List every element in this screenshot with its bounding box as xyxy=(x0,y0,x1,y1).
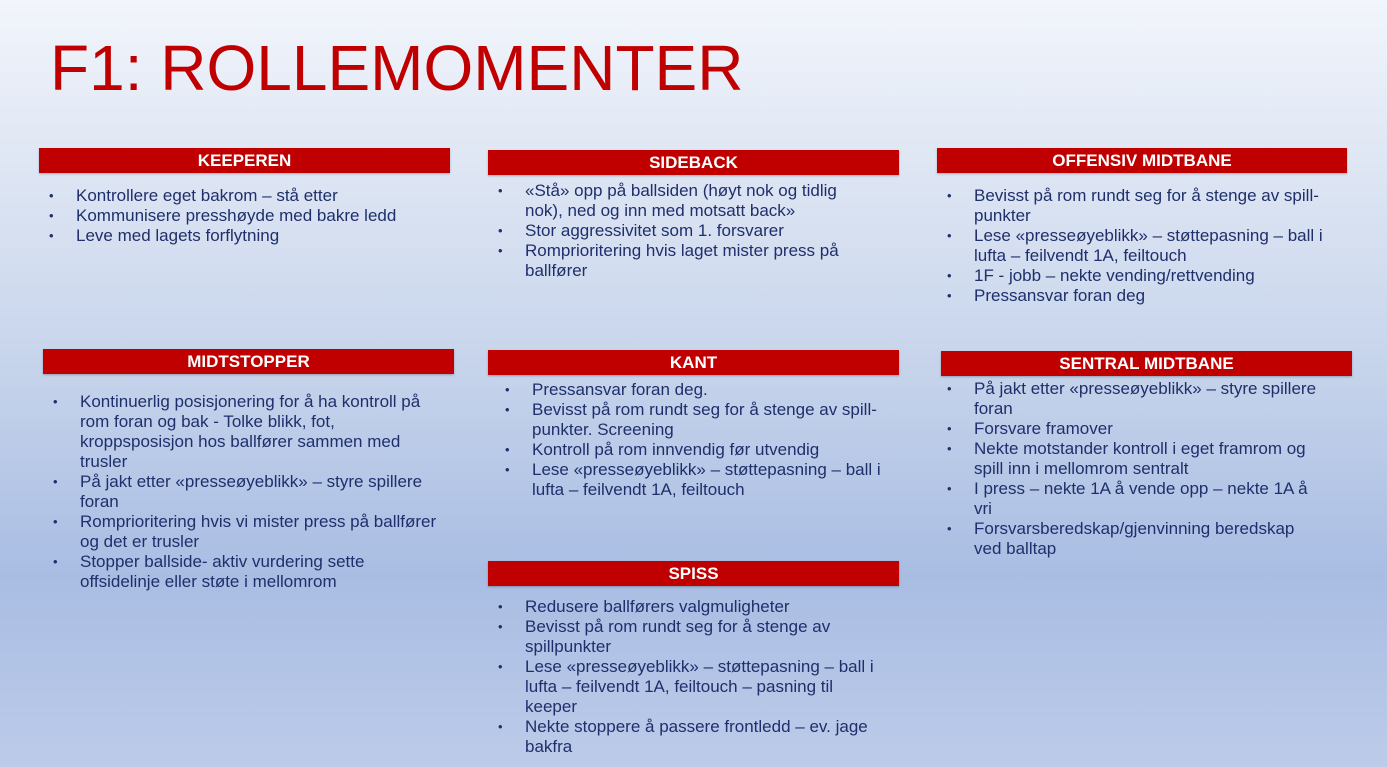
list-item: • Forsvare framover xyxy=(937,419,1322,439)
list-item: • Pressansvar foran deg xyxy=(937,286,1337,306)
list-item: • Kontroll på rom innvendig før utvendig xyxy=(495,440,895,460)
list-item: • Lese «presseøyeblikk» – støttepasning – ball i lufta – feilvendt 1A, feiltouch xyxy=(495,460,895,500)
section-midtstopper xyxy=(43,349,454,592)
list-item: • Kontinuerlig posisjonering for å ha kontroll på rom foran og bak - Tolke blikk, fot, kroppsposisjon hos ballfører sammen med trusler xyxy=(43,392,448,472)
list-item: • Bevisst på rom rundt seg for å stenge av spill-punkter. Screening xyxy=(495,400,895,440)
list-item: • Leve med lagets forflytning xyxy=(39,226,450,246)
section-keeperen xyxy=(39,148,450,246)
list-item: • Bevisst på rom rundt seg for å stenge av spill-punkter xyxy=(937,186,1337,226)
list-item: • Lese «presseøyeblikk» – støttepasning – ball i lufta – feilvendt 1A, feiltouch xyxy=(937,226,1337,266)
bullet-list xyxy=(488,597,888,757)
list-item: • Forsvarsberedskap/gjenvinning beredskap ved balltap xyxy=(937,519,1322,559)
list-item: • Kontrollere eget bakrom – stå etter xyxy=(39,186,450,206)
list-item: • «Stå» opp på ballsiden (høyt nok og tidlig nok), ned og inn med motsatt back» xyxy=(488,181,873,221)
section-spiss xyxy=(488,561,899,757)
bullet-list xyxy=(937,379,1322,559)
bullet-list xyxy=(43,392,448,592)
section-header: KEEPEREN xyxy=(39,148,450,173)
section-header: SENTRAL MIDTBANE xyxy=(941,351,1352,376)
list-item: • Romprioritering hvis laget mister press på ballfører xyxy=(488,241,873,281)
section-header: SIDEBACK xyxy=(488,150,899,175)
section-header: MIDTSTOPPER xyxy=(43,349,454,374)
list-item: • Lese «presseøyeblikk» – støttepasning – ball i lufta – feilvendt 1A, feiltouch – pasning til keeper xyxy=(488,657,888,717)
list-item: • Kommunisere presshøyde med bakre ledd xyxy=(39,206,450,226)
section-sentral-midtbane xyxy=(941,351,1352,559)
list-item: • Stor aggressivitet som 1. forsvarer xyxy=(488,221,873,241)
section-sideback xyxy=(488,150,899,281)
list-item: • Nekte motstander kontroll i eget framrom og spill inn i mellomrom sentralt xyxy=(937,439,1322,479)
list-item: • Romprioritering hvis vi mister press på ballfører og det er trusler xyxy=(43,512,448,552)
section-header: SPISS xyxy=(488,561,899,586)
bullet-list xyxy=(39,186,450,246)
list-item: • Redusere ballførers valgmuligheter xyxy=(488,597,888,617)
list-item: • På jakt etter «presseøyeblikk» – styre spillere foran xyxy=(937,379,1322,419)
section-header: KANT xyxy=(488,350,899,375)
list-item: • I press – nekte 1A å vende opp – nekte 1A å vri xyxy=(937,479,1322,519)
list-item: • 1F - jobb – nekte vending/rettvending xyxy=(937,266,1337,286)
bullet-list xyxy=(937,186,1337,306)
list-item: • Stopper ballside- aktiv vurdering sette offsidelinje eller støte i mellomrom xyxy=(43,552,448,592)
bullet-list xyxy=(488,380,895,500)
list-item: • Nekte stoppere å passere frontledd – ev. jage bakfra xyxy=(488,717,888,757)
section-offensiv-midtbane xyxy=(937,148,1347,306)
bullet-list xyxy=(488,181,873,281)
section-header: OFFENSIV MIDTBANE xyxy=(937,148,1347,173)
section-kant xyxy=(488,350,899,500)
list-item: • Pressansvar foran deg. xyxy=(495,380,895,400)
list-item: • Bevisst på rom rundt seg for å stenge av spillpunkter xyxy=(488,617,888,657)
list-item: • På jakt etter «presseøyeblikk» – styre spillere foran xyxy=(43,472,448,512)
slide-title: F1: ROLLEMOMENTER xyxy=(50,32,744,104)
